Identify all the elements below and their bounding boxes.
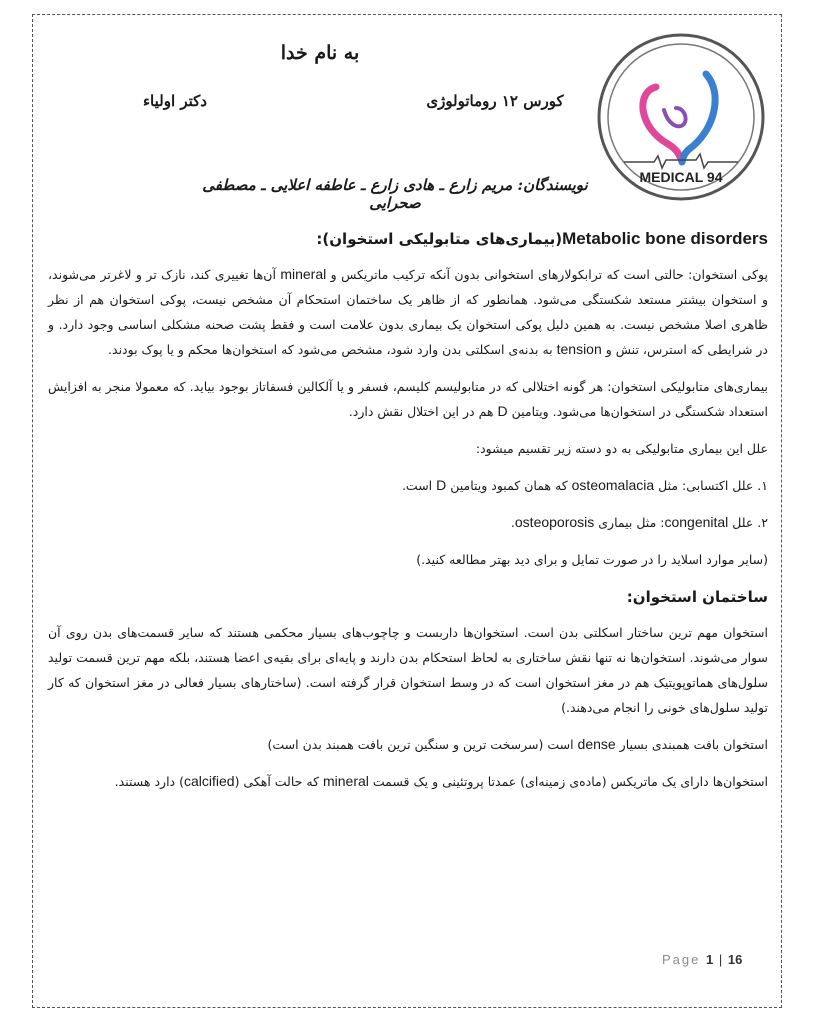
page-separator: | [718, 952, 723, 967]
list-item-congenital: ۲. علل congenital: مثل بیماری osteoporosis. [510, 514, 768, 530]
paragraph-osteoporosis-definition: پوکی استخوان: حالتی است که ترابکولارهای استخوانی بدون آنکه ترکیب ماتریکس و mineral آن‌ها تغییری کند، نازک تر و لاغرتر می‌شوند، و استخوان بیشتر مستعد شکستگی می‌شود. همانطور که از ظاهر یک ساختمان استحکام آن مشخص نیست، پوکی استخوان هم از نظر ظاهری اصلا مشخص نیست. به همین دلیل پوکی استخوان یک بیماری بدون علامت است و فقط پشت صحنه مشکلی اساسی وجود دارد. و در شرایطی که استرس، تنش و tension به بدنه‌ی اسکلتی بدن وارد شود، مشخص می‌شود که استخوان‌ها محکم و یا پوک بودند. [48, 266, 768, 357]
section-heading-metabolic: Metabolic bone disorders(بیماری‌های متابولیکی استخوان): [316, 229, 768, 248]
page-title: به نام خدا [280, 42, 360, 64]
paragraph-metabolic-diseases: بیماری‌های متابولیکی استخوان: هر گونه اختلالی که در متابولیسم کلیسم، فسفر و یا آلکالین فسفاتاز بوجود بیاید. که معمولا منجر به افزایش استعداد شکستگی در استخوان‌ها می‌شود. ویتامین D هم در این اختلال نقش دارد. [48, 379, 768, 419]
section-heading-bone-structure: ساختمان استخوان: [626, 588, 768, 606]
current-page: 1 [706, 952, 714, 967]
page-number-footer [662, 952, 772, 967]
course-title: کورس ۱۲ روماتولوژی [426, 92, 564, 110]
list-item-acquired: ۱. علل اکتسابی: مثل osteomalacia که همان کمبود ویتامین D است. [401, 477, 768, 493]
paragraph-matrix: استخوان‌ها دارای یک ماتریکس (ماده‌ی زمینه‌ای) عمدتا پروتئینی و یک قسمت mineral که حالت آهکی (calcified) دارد هستند. [114, 773, 768, 789]
paragraph-bone-structure: استخوان مهم ترین ساختار اسکلتی بدن است. استخوان‌ها داربست و چاچوب‌های بسیار محکمی هستند که سایر قسمت‌های بدن روی آن سوار می‌شوند. استخوان‌ها نه تنها نقش ساختاری به لحاظ استحکام بدن دارند و پایه‌ای برای بقیه‌ی اعضا هستند، بلکه مهم ترین قسمت تولید سلول‌های هماتوپویتیک هم در مغز استخوان است که در وسط استخوان قرار گرفته است. (ساختارهای بسیار فعالی در مغز استخوان که کار تولید سلول‌های خونی را انجام می‌دهند.) [48, 625, 768, 715]
page-label: Page [662, 952, 701, 967]
teacher-name: دکتر اولیاء [143, 92, 207, 110]
main-content [48, 226, 768, 806]
paragraph-causes-intro: علل این بیماری متابولیکی به دو دسته زیر تقسیم میشود: [475, 441, 768, 456]
logo-text: MEDICAL 94 [639, 169, 723, 185]
paragraph-note: (سایر موارد اسلاید را در صورت تمایل و برای دید بهتر مطالعه کنید.) [416, 552, 768, 567]
medical-94-logo [596, 32, 766, 202]
total-pages: 16 [727, 952, 743, 967]
paragraph-dense-tissue: استخوان بافت همبندی بسیار dense است (سرسخت ترین و سنگین ترین بافت همبند بدن است) [267, 736, 768, 752]
authors-line: نویسندگان: مریم زارع ـ هادی زارع ـ عاطفه اعلایی ـ مصطفی صحرایی [202, 176, 588, 212]
